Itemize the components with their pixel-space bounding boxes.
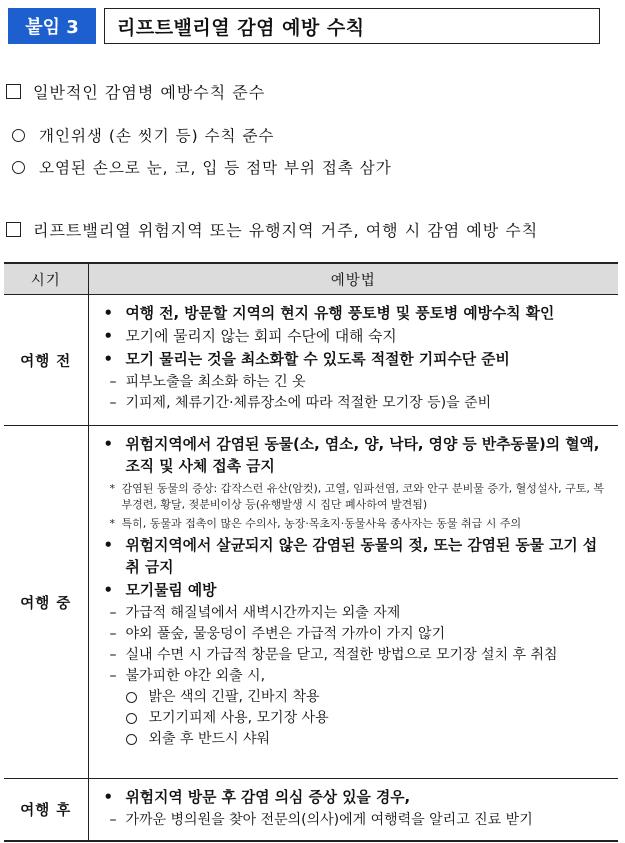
period-during: 여행 중 bbox=[4, 426, 88, 779]
table-header-row bbox=[4, 263, 618, 295]
table-row bbox=[4, 426, 618, 779]
bullet-item: • 모기에 물리지 않는 회피 수단에 대해 숙지 bbox=[103, 328, 397, 345]
list-item: 개인위생 (손 씻기 등) 수칙 준수 bbox=[12, 124, 274, 146]
ring-item: 외출 후 반드시 샤워 bbox=[104, 729, 612, 750]
circle-bullet-icon bbox=[126, 692, 137, 703]
circle-bullet-icon bbox=[126, 713, 137, 724]
prevention-table bbox=[4, 262, 618, 842]
column-header-period: 시기 bbox=[4, 263, 88, 295]
section-general bbox=[6, 80, 265, 103]
bullet-item: • 모기물림 예방 bbox=[103, 582, 217, 599]
column-header-method: 예방법 bbox=[88, 263, 618, 295]
dash-item: – 가까운 병의원을 찾아 전문의(의사)에게 여행력을 알리고 진료 받기 bbox=[109, 812, 533, 828]
period-after: 여행 후 bbox=[4, 779, 88, 841]
dash-item: – 기피제, 체류기간·체류장소에 따라 적절한 모기장 등)을 준비 bbox=[109, 395, 492, 411]
dash-item: – 야외 풀숲, 물웅덩이 주변은 가급적 가까이 가지 않기 bbox=[109, 626, 446, 642]
dash-item: – 피부노출을 최소화 하는 긴 옷 bbox=[109, 374, 306, 390]
section-rift-valley bbox=[6, 218, 538, 241]
ring-item: 밝은 색의 긴팔, 긴바지 착용 bbox=[104, 687, 612, 708]
checkbox-square-icon bbox=[6, 222, 21, 237]
note-item: * 감염된 동물의 증상: 갑작스런 유산(암컷), 고열, 임파선염, 코와 안구 분비물 증가, 혈성설사, 구토, 복부경련, 황달, 젖분비이상 등(유행발생 시 집단 폐사하여 발견됨) bbox=[109, 482, 605, 511]
circle-bullet-icon bbox=[126, 734, 137, 745]
table-row bbox=[4, 295, 618, 426]
appendix-tag: 붙임 3 bbox=[8, 8, 96, 44]
bullet-item: • 위험지역 방문 후 감염 의심 증상 있을 경우, bbox=[103, 789, 411, 806]
dash-item: – 불가피한 야간 외출 시, bbox=[109, 668, 266, 684]
header bbox=[8, 8, 600, 44]
circle-bullet-icon bbox=[12, 129, 25, 142]
checkbox-square-icon bbox=[6, 84, 21, 99]
table-row bbox=[4, 779, 618, 841]
section-heading: 리프트밸리열 위험지역 또는 유행지역 거주, 여행 시 감염 예방 수칙 bbox=[33, 221, 539, 240]
note-item: * 특히, 동물과 접촉이 많은 수의사, 농장·목초지·동물사육 종사자는 동물 취급 시 주의 bbox=[109, 517, 522, 530]
bullet-item: • 모기 물리는 것을 최소화할 수 있도록 적절한 기피수단 준비 bbox=[103, 351, 510, 368]
period-before: 여행 전 bbox=[4, 295, 88, 426]
page-title: 리프트밸리열 감염 예방 수칙 bbox=[104, 8, 600, 44]
bullet-item: • 위험지역에서 감염된 동물(소, 염소, 양, 낙타, 영양 등 반추동물)의 혈액, 조직 및 사체 접촉 금지 bbox=[103, 436, 600, 475]
dash-item: – 가급적 해질녘에서 새벽시간까지는 외출 자제 bbox=[109, 605, 401, 621]
list-item: 오염된 손으로 눈, 코, 입 등 점막 부위 접촉 삼가 bbox=[12, 156, 392, 178]
bullet-item: • 위험지역에서 살균되지 않은 감염된 동물의 젖, 또는 감염된 동물 고기 섭취 금지 bbox=[103, 537, 598, 576]
ring-item: 모기기피제 사용, 모기장 사용 bbox=[104, 708, 612, 729]
circle-bullet-icon bbox=[12, 161, 25, 174]
dash-item: – 실내 수면 시 가급적 창문을 닫고, 적절한 방법으로 모기장 설치 후 취침 bbox=[109, 647, 558, 663]
bullet-item: • 여행 전, 방문할 지역의 현지 유행 풍토병 및 풍토병 예방수칙 확인 bbox=[103, 305, 555, 322]
section-heading: 일반적인 감염병 예방수칙 준수 bbox=[33, 83, 266, 102]
